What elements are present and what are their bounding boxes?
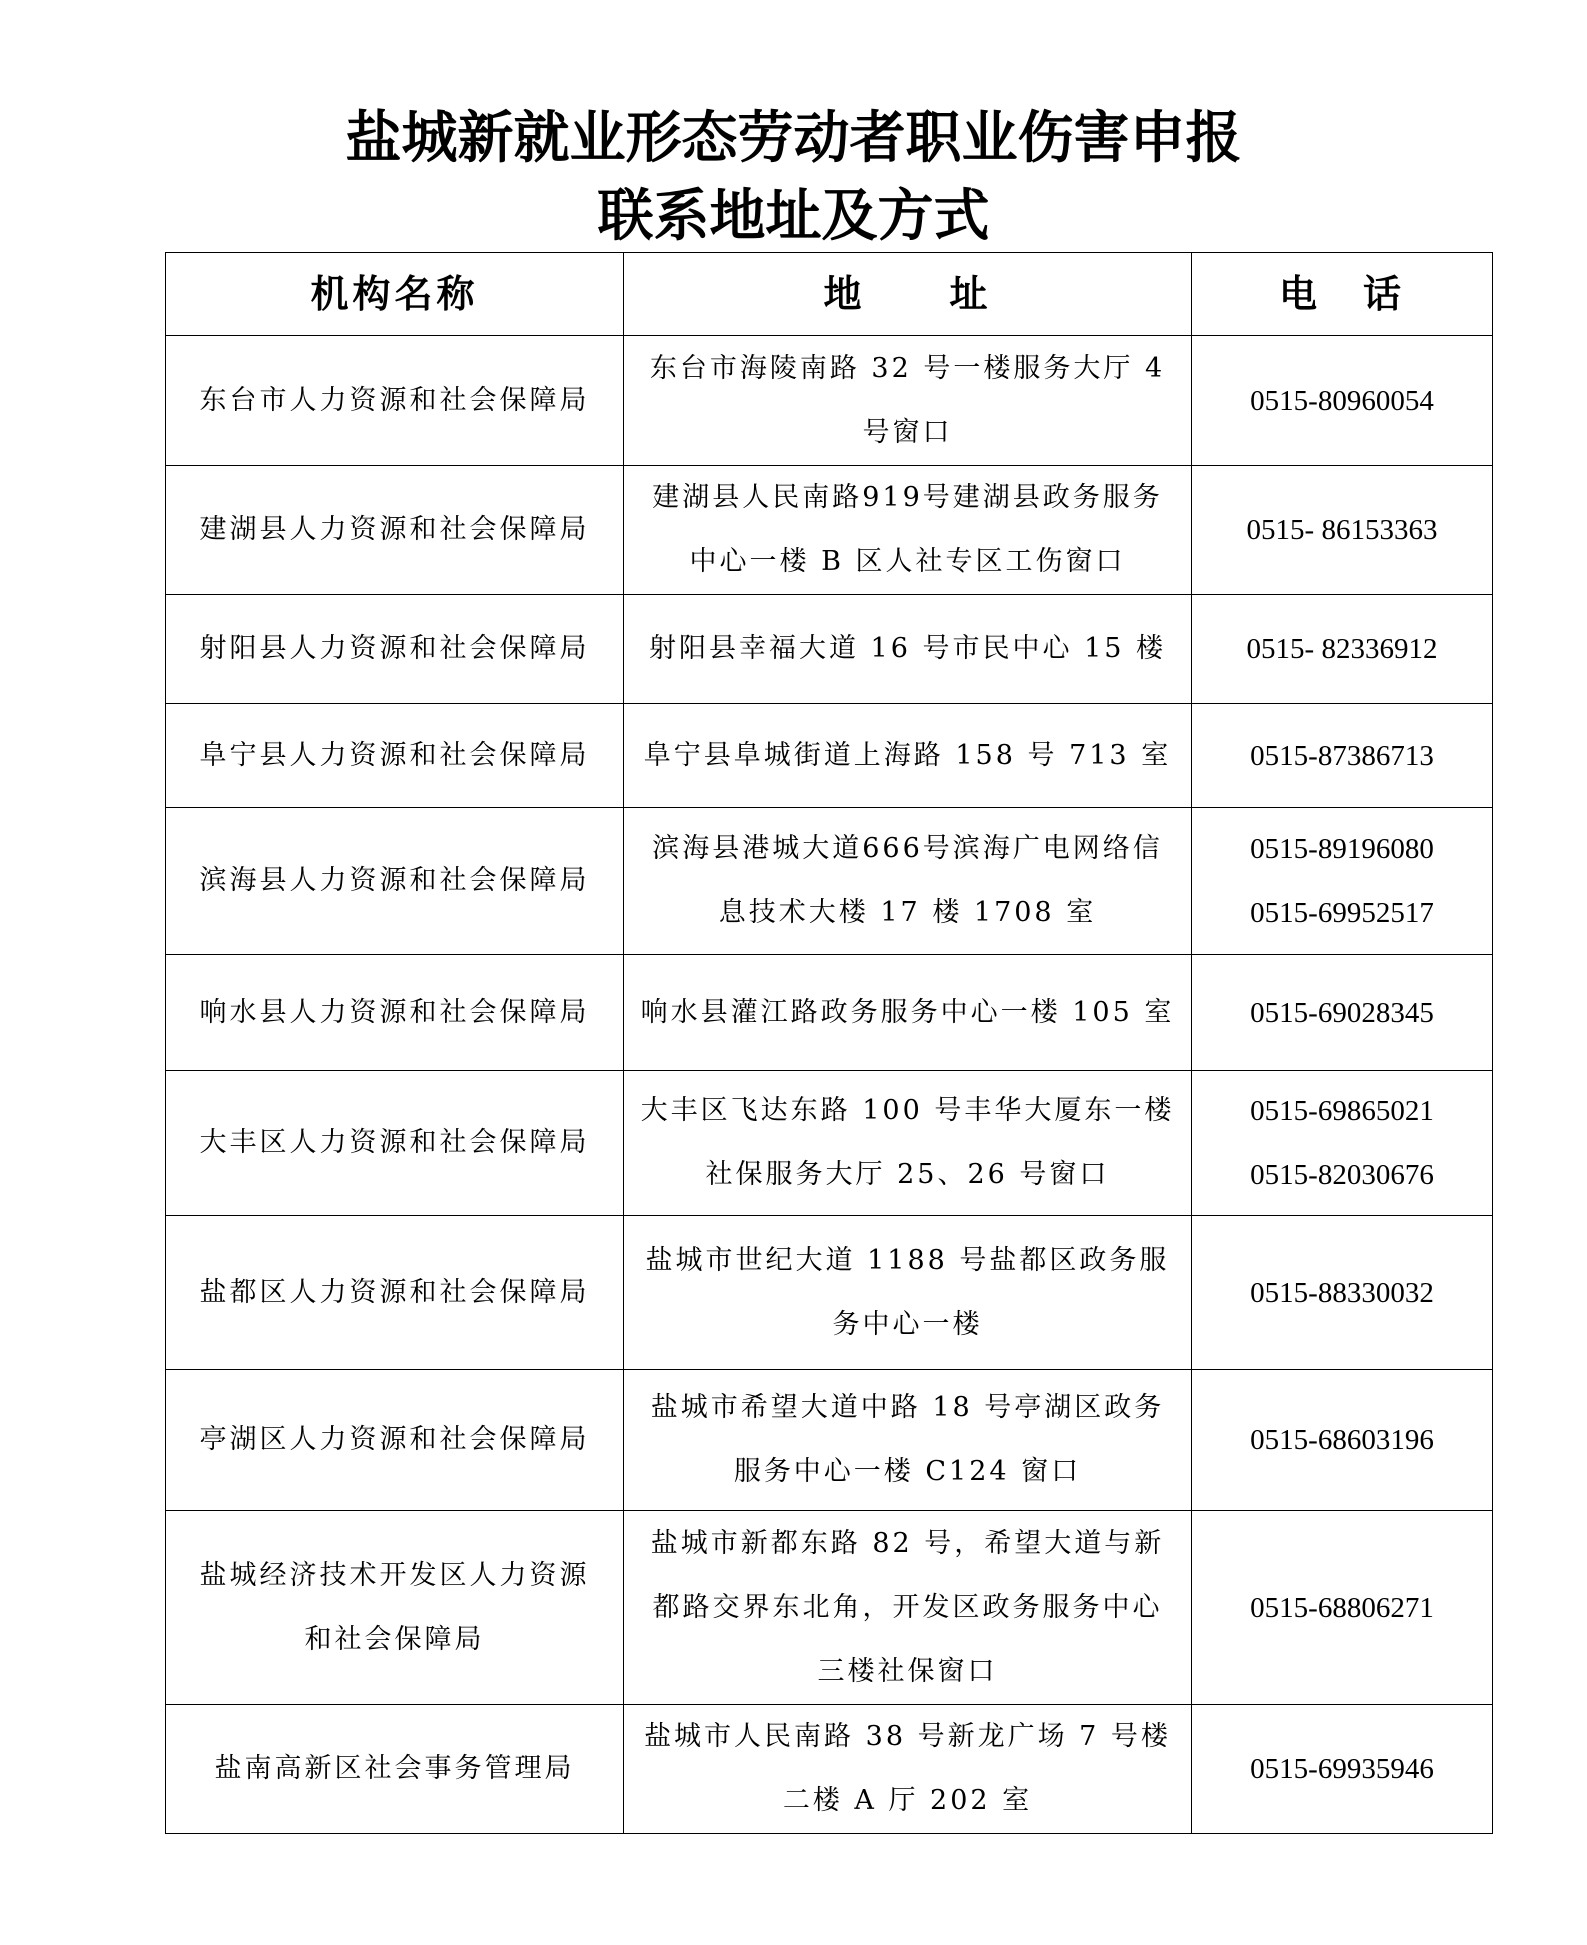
org-name-cell xyxy=(166,1511,624,1705)
address-cell xyxy=(624,336,1192,466)
org-name-cell xyxy=(166,595,624,704)
document-title-line2: 联系地址及方式 xyxy=(597,183,990,249)
phone-cell xyxy=(1192,595,1493,704)
address-cell-line: 服务中心一楼 C124 窗口 xyxy=(733,1456,1082,1487)
org-name-cell xyxy=(166,1071,624,1216)
contact-table xyxy=(165,252,1493,1834)
org-name-cell xyxy=(166,808,624,955)
address-cell-line: 务中心一楼 xyxy=(832,1308,983,1340)
phone-cell xyxy=(1192,466,1493,595)
org-name-cell-line: 建湖县人力资源和社会保障局 xyxy=(199,514,590,545)
address-cell-line: 盐城市人民南路 38 号新龙广场 7 号楼 xyxy=(644,1721,1171,1752)
header-phone: 电 话 xyxy=(1192,253,1493,336)
address-cell xyxy=(624,955,1192,1071)
address-cell-line: 盐城市希望大道中路 18 号亭湖区政务 xyxy=(650,1392,1165,1423)
phone-cell-line: 0515- 86153363 xyxy=(1246,514,1438,546)
phone-cell-line: 0515-87386713 xyxy=(1250,739,1434,772)
address-cell-line: 社保服务大厅 25、26 号窗口 xyxy=(705,1159,1110,1190)
address-cell xyxy=(624,466,1192,595)
table-row xyxy=(166,1705,1493,1834)
org-name-cell-line: 盐南高新区社会事务管理局 xyxy=(214,1753,575,1784)
org-name-cell-line: 射阳县人力资源和社会保障局 xyxy=(199,633,590,664)
address-cell xyxy=(624,808,1192,955)
phone-cell-line: 0515-69865021 xyxy=(1250,1095,1434,1127)
header-address: 地 址 xyxy=(624,253,1192,336)
org-name-cell-line: 盐城经济技术开发区人力资源 xyxy=(199,1559,590,1591)
phone-cell xyxy=(1192,1370,1493,1511)
address-cell-line: 阜宁县阜城街道上海路 158 号 713 室 xyxy=(643,739,1172,771)
address-cell xyxy=(624,1071,1192,1216)
phone-cell-line: 0515-69935946 xyxy=(1250,1753,1434,1785)
header-row xyxy=(166,253,1493,336)
table-row xyxy=(166,466,1493,595)
phone-cell-line: 0515-82030676 xyxy=(1250,1159,1434,1191)
phone-cell xyxy=(1192,1071,1493,1216)
org-name-cell xyxy=(166,1216,624,1370)
org-name-cell xyxy=(166,1370,624,1511)
address-cell-line: 盐城市新都东路 82 号，希望大道与新 xyxy=(650,1527,1165,1559)
table-row xyxy=(166,1511,1493,1705)
address-cell xyxy=(624,1370,1192,1511)
org-name-cell-line: 盐都区人力资源和社会保障局 xyxy=(199,1276,590,1308)
phone-cell-line: 0515-69028345 xyxy=(1250,996,1434,1029)
org-name-cell xyxy=(166,466,624,595)
org-name-cell-line: 阜宁县人力资源和社会保障局 xyxy=(199,739,590,771)
address-cell-line: 大丰区飞达东路 100 号丰华大厦东一楼 xyxy=(640,1095,1175,1126)
table-row xyxy=(166,1370,1493,1511)
address-cell-line: 射阳县幸福大道 16 号市民中心 15 楼 xyxy=(648,633,1167,664)
phone-cell xyxy=(1192,704,1493,808)
phone-cell xyxy=(1192,336,1493,466)
document-title-line1: 盐城新就业形态劳动者职业伤害申报 xyxy=(345,105,1242,171)
address-cell-line: 都路交界东北角，开发区政务服务中心 xyxy=(652,1591,1163,1623)
phone-cell-line: 0515-68603196 xyxy=(1250,1424,1434,1456)
org-name-cell xyxy=(166,955,624,1071)
org-name-cell-line: 东台市人力资源和社会保障局 xyxy=(199,384,590,416)
phone-cell xyxy=(1192,808,1493,955)
address-cell-line: 建湖县人民南路919号建湖县政务服务 xyxy=(652,482,1163,513)
phone-cell xyxy=(1192,1216,1493,1370)
phone-cell-line: 0515-80960054 xyxy=(1250,384,1434,417)
table-row xyxy=(166,595,1493,704)
address-cell-line: 东台市海陵南路 32 号一楼服务大厅 4 xyxy=(649,352,1166,384)
table-row xyxy=(166,704,1493,808)
org-name-cell-line: 亭湖区人力资源和社会保障局 xyxy=(199,1424,590,1455)
address-cell-line: 息技术大楼 17 楼 1708 室 xyxy=(718,897,1097,928)
org-name-cell-line: 大丰区人力资源和社会保障局 xyxy=(199,1127,590,1158)
table-row xyxy=(166,1071,1493,1216)
phone-cell xyxy=(1192,1511,1493,1705)
address-cell-line: 中心一楼 B 区人社专区工伤窗口 xyxy=(689,546,1126,577)
phone-cell-line: 0515-69952517 xyxy=(1250,897,1434,929)
address-cell xyxy=(624,704,1192,808)
table-row xyxy=(166,1216,1493,1370)
address-cell xyxy=(624,1511,1192,1705)
org-name-cell-line: 滨海县人力资源和社会保障局 xyxy=(199,865,590,896)
header-org-name: 机构名称 xyxy=(166,253,624,336)
address-cell-line: 滨海县港城大道666号滨海广电网络信 xyxy=(652,833,1163,864)
table-row xyxy=(166,955,1493,1071)
address-cell xyxy=(624,1216,1192,1370)
table-row xyxy=(166,336,1493,466)
address-cell-line: 号窗口 xyxy=(862,416,953,448)
org-name-cell-line: 和社会保障局 xyxy=(304,1623,485,1655)
org-name-cell xyxy=(166,704,624,808)
phone-cell-line: 0515-89196080 xyxy=(1250,833,1434,865)
org-name-cell xyxy=(166,336,624,466)
address-cell-line: 二楼 A 厅 202 室 xyxy=(782,1785,1033,1816)
address-cell-line: 响水县灌江路政务服务中心一楼 105 室 xyxy=(640,996,1175,1028)
org-name-cell-line: 响水县人力资源和社会保障局 xyxy=(199,996,590,1028)
phone-cell xyxy=(1192,955,1493,1071)
phone-cell-line: 0515- 82336912 xyxy=(1246,633,1438,665)
phone-cell-line: 0515-68806271 xyxy=(1250,1591,1434,1624)
phone-cell-line: 0515-88330032 xyxy=(1250,1276,1434,1309)
phone-cell xyxy=(1192,1705,1493,1834)
address-cell xyxy=(624,595,1192,704)
address-cell xyxy=(624,1705,1192,1834)
table-row xyxy=(166,808,1493,955)
address-cell-line: 三楼社保窗口 xyxy=(817,1655,998,1687)
address-cell-line: 盐城市世纪大道 1188 号盐都区政务服 xyxy=(645,1244,1170,1276)
org-name-cell xyxy=(166,1705,624,1834)
